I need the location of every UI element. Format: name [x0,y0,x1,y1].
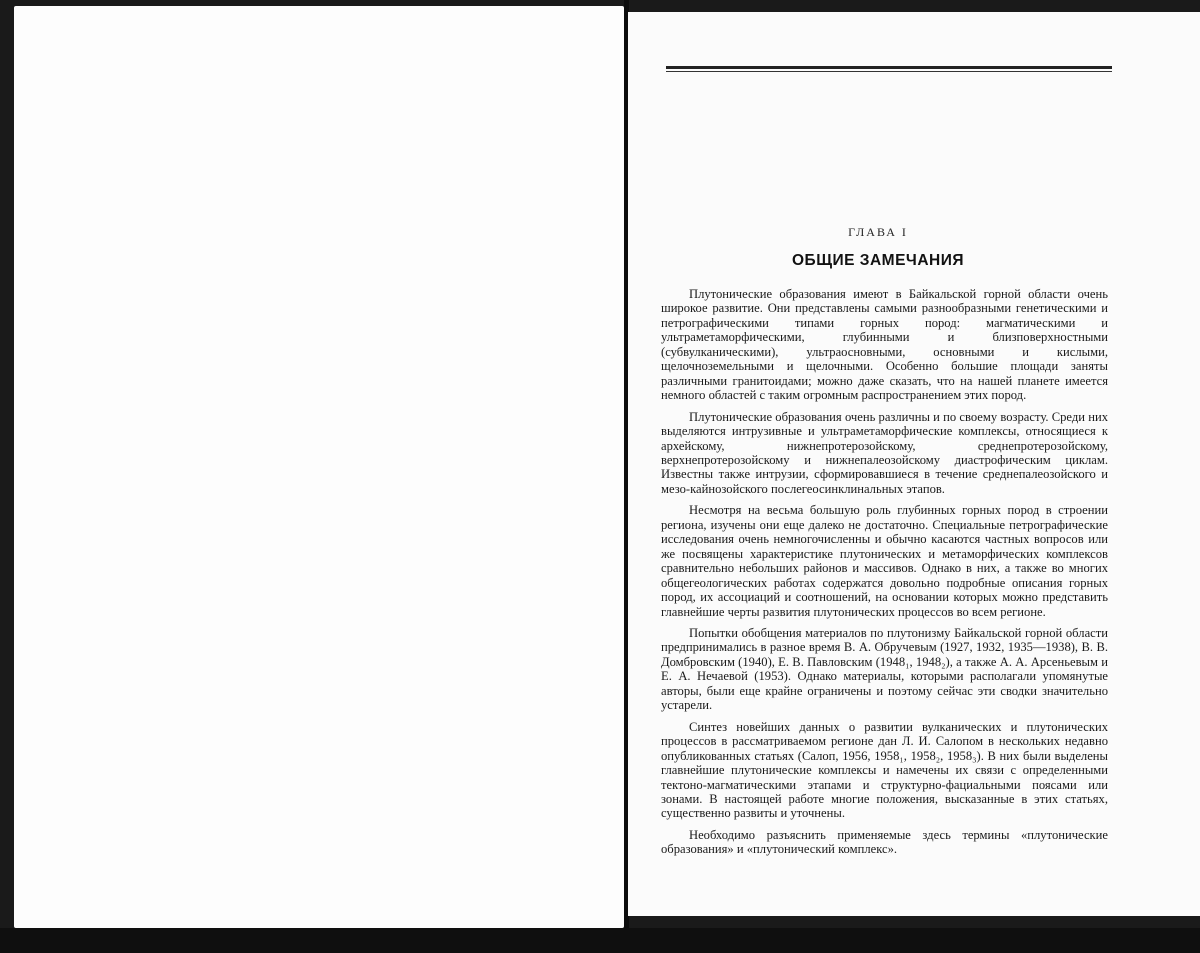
paragraph: Плутонические образования имеют в Байкальской горной области очень широкое развитие. Они представлены самыми разнообразными генетическими и петрографическими типами горных пород: магматическими и ультраметаморфическими, глубинными и близповерхностными (субвулканическими), ультраосновными, основными и кислыми, щелочноземельными и щелочными. Особенно большие площади заняты различными гранитоидами; можно даже сказать, что на нашей планете имеется немного областей с таким огромным распространением этих пород. [661,287,1108,403]
chapter-title: ОБЩИЕ ЗАМЕЧАНИЯ [792,252,964,269]
chapter-label: ГЛАВА I [848,225,908,239]
header-rule [666,66,1112,69]
scan-bottom-edge [0,928,1200,953]
header-rule-thin [666,71,1112,72]
paragraph: Плутонические образования очень различны и по своему возрасту. Среди них выделяются интрузивные и ультраметаморфические комплексы, относящиеся к архейскому, нижнепротерозойскому, среднепротерозойскому, верхнепротерозойскому и нижнепалеозойскому диастрофическим циклам. Известны также интрузии, сформировавшиеся в течение среднепалеозойского и мезо-кайнозойского послегеосинклинальных этапов. [661,409,1108,496]
paragraph: Необходимо разъяснить применяемые здесь термины «плутонические образования» и «плутонический комплекс». [661,827,1108,857]
chapter-body [661,287,1108,864]
paragraph: Синтез новейших данных о развитии вулканических и плутонических процессов в рассматриваемом регионе дан Л. И. Салопом в нескольких недавно опубликованных статьях (Салоп, 1956, 1958₁, 1958₂, 1958₃). В них были выделены главнейшие плутонические комплексы и намечены их связи с определенными тектоно-магматическими этапами и структурно-фациальными поясами или зонами. В настоящей работе многие положения, высказанные в этих статьях, существенно развиты и уточнены. [661,719,1108,821]
right-page [628,12,1200,916]
paragraph: Несмотря на весьма большую роль глубинных горных пород в строении региона, изучены они еще далеко не достаточно. Специальные петрографические исследования очень немногочисленны и обычно касаются частных вопросов или же посвящены характеристике плутонических и метаморфических комплексов сравнительно небольших районов и массивов. Однако в них, а также во многих общегеологических работах содержатся довольно подробные описания горных пород, их ассоциаций и соотношений, на основании которых можно представить главнейшие черты развития плутонических процессов во всем регионе. [661,503,1108,619]
left-page [14,6,624,928]
paragraph: Попытки обобщения материалов по плутонизму Байкальской горной области предпринимались в разное время В. А. Обручевым (1927, 1932, 1935—1938), В. В. Домбровским (1940), Е. В. Павловским (1948₁, 1948₂), а также А. А. Арсеньевым и Е. А. Нечаевой (1953). Однако материалы, которыми располагали упомянутые авторы, были еще крайне ограничены и поэтому сейчас эти сводки значительно устарели. [661,625,1108,713]
